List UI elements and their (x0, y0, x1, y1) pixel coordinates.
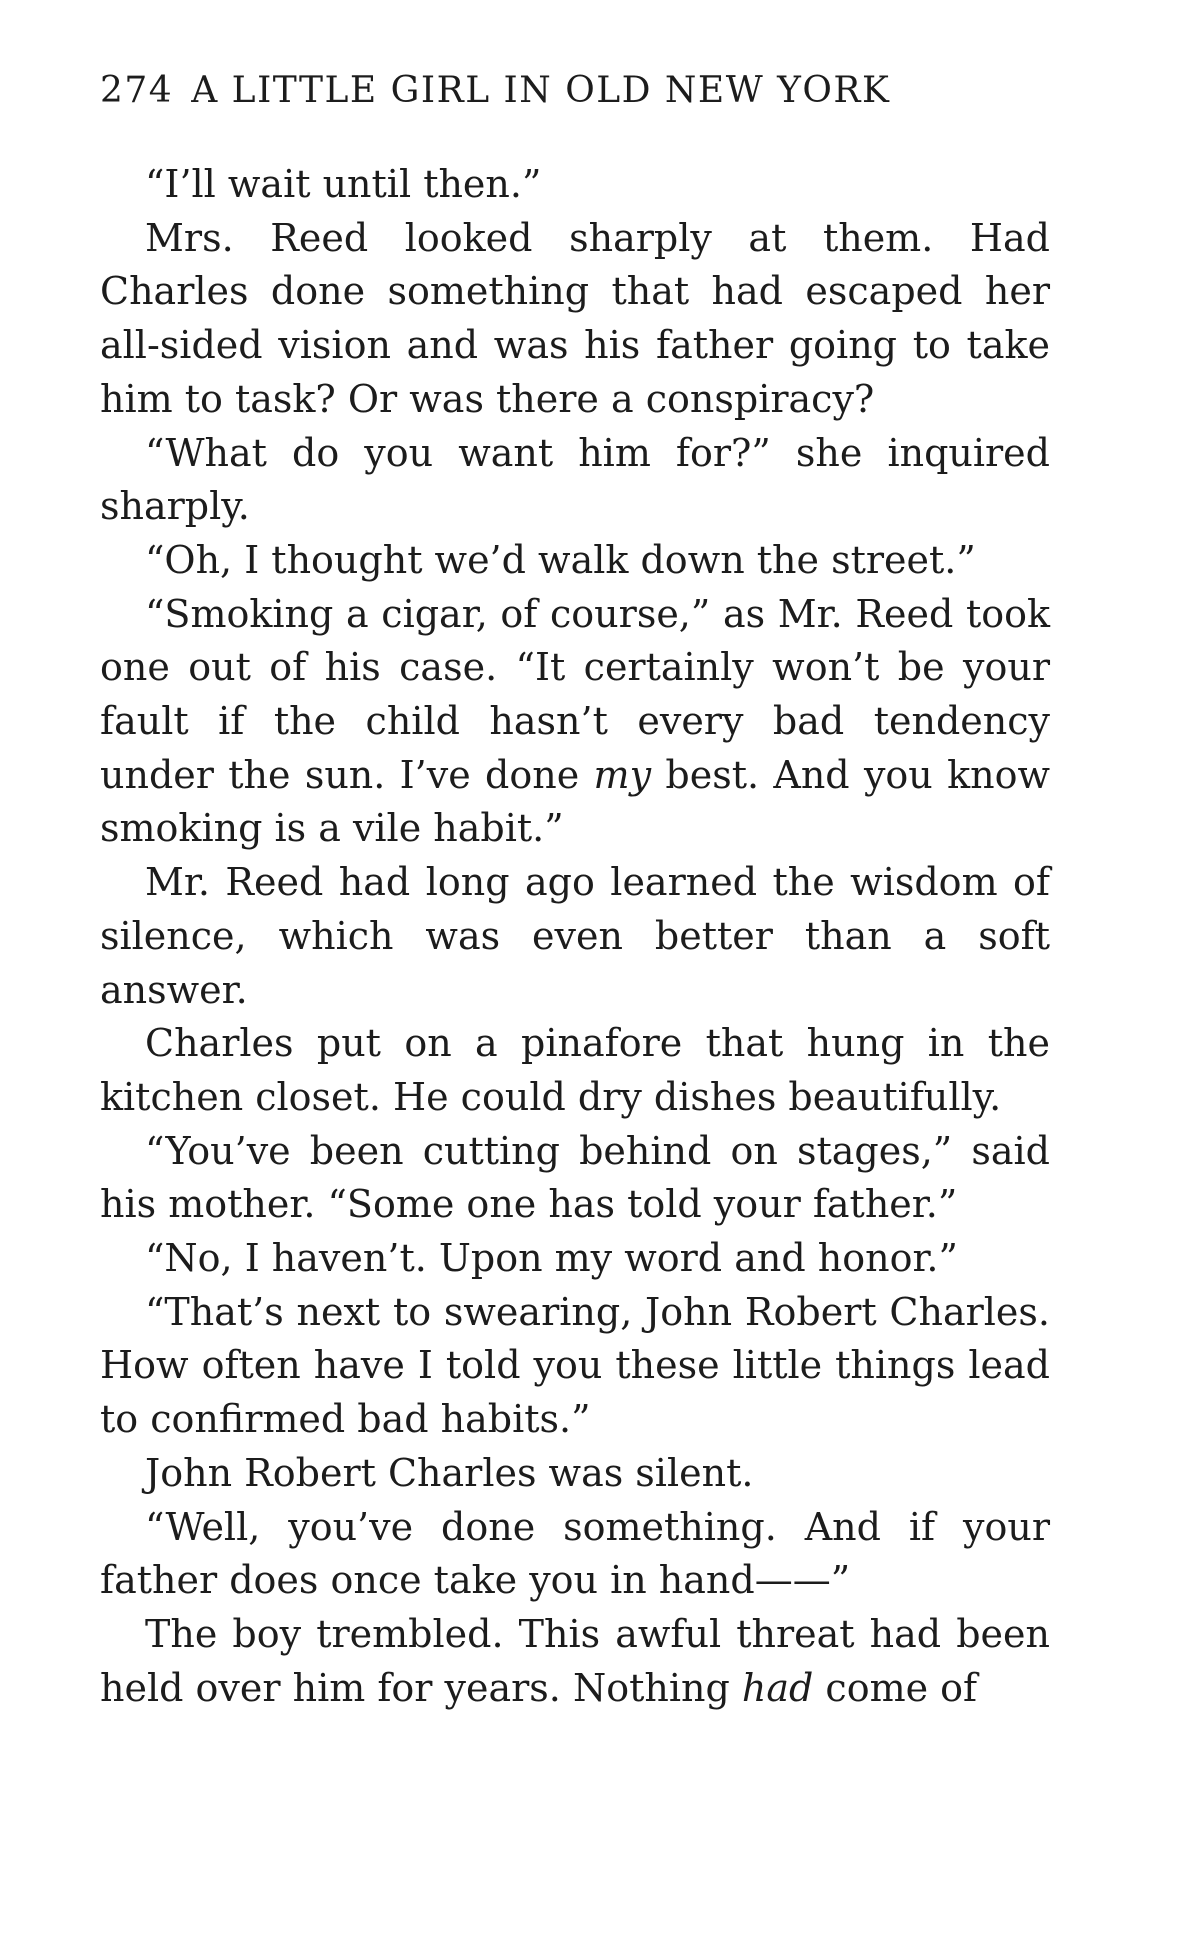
paragraph: “You’ve been cutting behind on stages,” said his mother. “Some one has told your father.” (100, 1128, 1050, 1227)
paragraph (100, 1608, 1050, 1715)
paragraph-text: The boy trembled. This awful threat had been held over him for years. Nothing (100, 1611, 1050, 1710)
emphasis: my (593, 752, 652, 797)
paragraph: “That’s next to swearing, John Robert Charles. How often have I told you these little things lead to confirmed bad habits.” (100, 1289, 1050, 1442)
emphasis: had (741, 1665, 814, 1710)
paragraph: Mrs. Reed looked sharply at them. Had Charles done something that had escaped her all-sided vision and was his father going to take him to task? Or was there a conspiracy? (100, 215, 1050, 421)
book-title: A LITTLE GIRL IN OLD NEW YORK (191, 70, 891, 111)
paragraph: “Well, you’ve done something. And if your father does once take you in hand——” (100, 1504, 1050, 1603)
paragraph-text: best. And you know smoking is a vile habit.” (100, 752, 1051, 851)
paragraph-text: come of (813, 1665, 978, 1710)
page-number: 274 (100, 70, 174, 111)
paragraph (100, 588, 1050, 857)
paragraph: “Oh, I thought we’d walk down the street.” (145, 537, 976, 582)
paragraph: Mr. Reed had long ago learned the wisdom of silence, which was even better than a soft answer. (100, 860, 1050, 1012)
paragraph: “No, I haven’t. Upon my word and honor.” (145, 1236, 958, 1281)
paragraph: John Robert Charles was silent. (145, 1450, 754, 1495)
running-head (100, 70, 1060, 111)
body-text (100, 158, 1050, 1715)
paragraph-text: “Smoking a cigar, of course,” as Mr. Reed took one out of his case. “It certainly won’t be your fault if the child hasn’t every bad tendency under the sun. I’ve done (100, 591, 1050, 797)
paragraph: “I’ll wait until then.” (145, 162, 542, 206)
paragraph: Charles put on a pinafore that hung in the kitchen closet. He could dry dishes beautifully. (100, 1021, 1050, 1119)
paragraph: “What do you want him for?” she inquired sharply. (100, 430, 1050, 529)
